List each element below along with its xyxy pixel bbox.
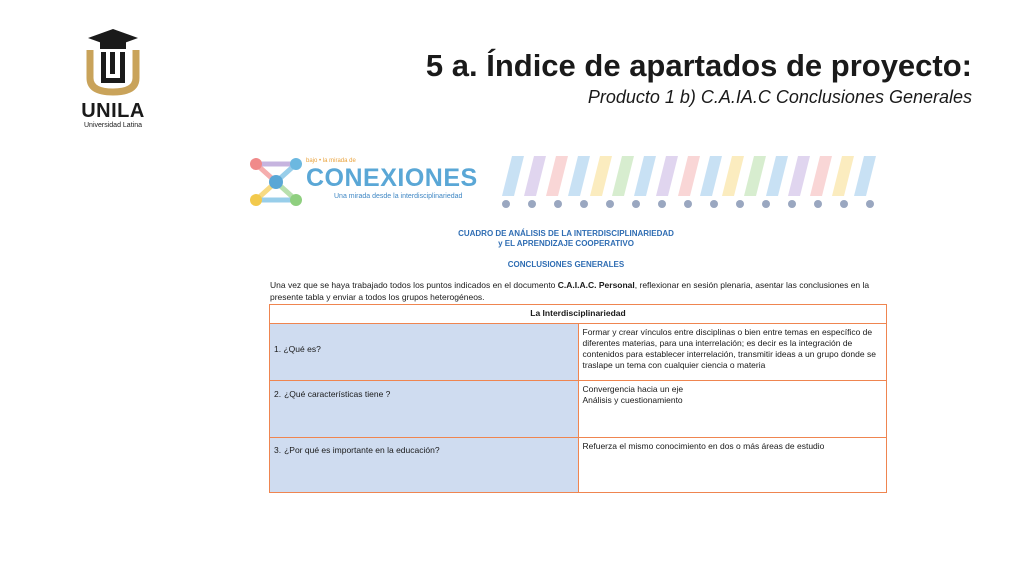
- slide-title: 5 a. Índice de apartados de proyecto:: [425, 48, 972, 83]
- unila-emblem-icon: [80, 28, 146, 100]
- table-row: [270, 381, 887, 438]
- question-cell: [270, 438, 579, 493]
- question-cell: [270, 324, 579, 381]
- question-text: ¿Qué características tiene ?: [284, 389, 391, 399]
- document-image: [246, 150, 896, 500]
- question-number: 3.: [274, 445, 282, 455]
- decorative-stripes-icon: [502, 152, 882, 212]
- answer-cell: Refuerza el mismo conocimiento en dos o más áreas de estudio: [578, 438, 887, 493]
- doc-heading-line2: y EL APRENDIZAJE COOPERATIVO: [498, 239, 634, 248]
- question-cell: [270, 381, 579, 438]
- banner-tagline: Una mirada desde la interdisciplinariedad: [334, 193, 463, 200]
- banner-brand: CONEXIONES: [306, 164, 478, 192]
- logo-name: UNILA: [81, 100, 145, 122]
- intro-bold-doc-name: C.A.I.A.C. Personal: [557, 280, 635, 290]
- question-text: ¿Qué es?: [283, 344, 321, 354]
- table-header-row: [270, 305, 887, 324]
- banner-small-text: bajo • la mirada de: [306, 158, 356, 164]
- intro-paragraph: [270, 279, 880, 303]
- table-row: [270, 438, 887, 493]
- slide-subtitle: Producto 1 b) C.A.IA.C Conclusiones Generales: [587, 87, 972, 107]
- question-number: 2.: [274, 389, 282, 399]
- intro-text-start: Una vez que se haya trabajado todos los puntos indicados en el documento: [270, 280, 558, 290]
- conexiones-banner: [246, 150, 886, 214]
- doc-heading-line1: CUADRO DE ANÁLISIS DE LA INTERDISCIPLINARIEDAD: [458, 229, 674, 238]
- unila-logo: [76, 28, 150, 132]
- logo-subtitle: Universidad Latina: [84, 122, 142, 129]
- intro-text-end: , reflexionar en sesión plenaria, asentar las conclusiones en la presente tabla y enviar a todos los grupos heterogéneos.: [270, 280, 870, 302]
- network-emblem-icon: [246, 154, 308, 210]
- question-number: 1.: [274, 344, 282, 354]
- conclusions-table: [269, 304, 887, 493]
- question-text: ¿Por qué es importante en la educación?: [284, 445, 440, 455]
- answer-cell: Convergencia hacia un eje Análisis y cuestionamiento: [578, 381, 887, 438]
- table-header: La Interdisciplinariedad: [270, 305, 887, 324]
- section-title: CONCLUSIONES GENERALES: [507, 260, 625, 269]
- table-row: [270, 324, 887, 381]
- answer-cell: Formar y crear vínculos entre disciplinas o bien entre temas en específico de diferentes materias, para una interrelación; es decir es la integración de contenidos para establecer interrelación, transmitir ideas a un grupo donde se traslape un tema con cualquier ciencia o materia: [578, 324, 887, 381]
